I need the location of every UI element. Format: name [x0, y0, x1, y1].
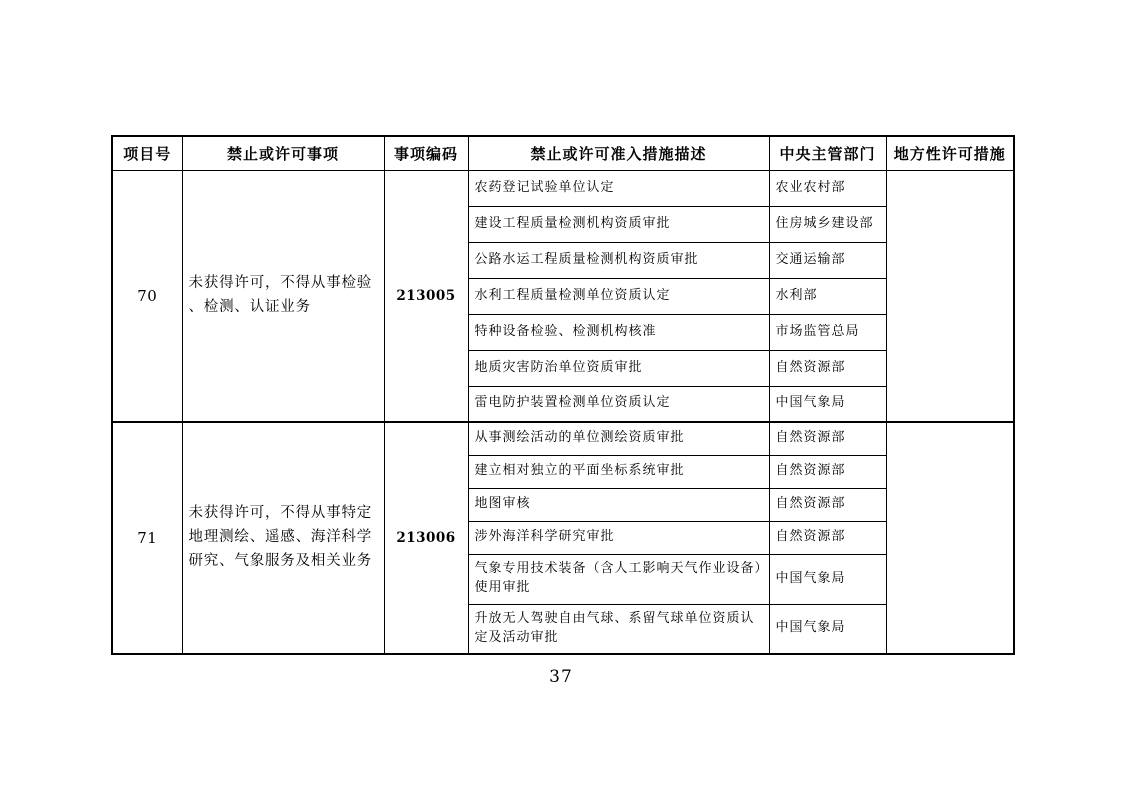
measure-description-cell: 雷电防护装置检测单位资质认定	[468, 386, 769, 422]
header-cell-local-measures: 地方性许可措施	[886, 136, 1014, 170]
measure-description-cell: 气象专用技术装备（含人工影响天气作业设备）使用审批	[468, 554, 769, 604]
department-cell: 水利部	[769, 278, 886, 314]
measure-description-cell: 特种设备检验、检测机构核准	[468, 314, 769, 350]
item-number-cell: 71	[112, 422, 182, 654]
code-cell: 213005	[384, 170, 468, 422]
measure-description-cell: 公路水运工程质量检测机构资质审批	[468, 242, 769, 278]
table-row	[112, 422, 1014, 455]
department-cell: 农业农村部	[769, 170, 886, 206]
measure-description-cell: 农药登记试验单位认定	[468, 170, 769, 206]
department-cell: 交通运输部	[769, 242, 886, 278]
table-row	[112, 170, 1014, 206]
matter-cell: 未获得许可，不得从事特定地理测绘、遥感、海洋科学研究、气象服务及相关业务	[182, 422, 384, 654]
matter-cell: 未获得许可，不得从事检验、检测、认证业务	[182, 170, 384, 422]
code-cell: 213006	[384, 422, 468, 654]
department-cell: 自然资源部	[769, 488, 886, 521]
department-cell: 自然资源部	[769, 455, 886, 488]
page-number: 37	[549, 667, 573, 687]
department-cell: 中国气象局	[769, 386, 886, 422]
table-row-group-71	[112, 422, 1014, 654]
measure-description-cell: 升放无人驾驶自由气球、系留气球单位资质认定及活动审批	[468, 604, 769, 654]
department-cell: 中国气象局	[769, 554, 886, 604]
department-cell: 住房城乡建设部	[769, 206, 886, 242]
header-cell-matter: 禁止或许可事项	[182, 136, 384, 170]
header-cell-code: 事项编码	[384, 136, 468, 170]
measure-description-cell: 地图审核	[468, 488, 769, 521]
department-cell: 自然资源部	[769, 521, 886, 554]
department-cell: 自然资源部	[769, 422, 886, 455]
access-measures-table	[111, 135, 1015, 655]
header-cell-measure-desc: 禁止或许可准入措施描述	[468, 136, 769, 170]
table-header-row	[112, 136, 1014, 170]
local-measures-cell	[886, 170, 1014, 422]
item-number-cell: 70	[112, 170, 182, 422]
header-cell-item-no: 项目号	[112, 136, 182, 170]
measure-description-cell: 建设工程质量检测机构资质审批	[468, 206, 769, 242]
header-cell-central-dept: 中央主管部门	[769, 136, 886, 170]
department-cell: 自然资源部	[769, 350, 886, 386]
measure-description-cell: 从事测绘活动的单位测绘资质审批	[468, 422, 769, 455]
measure-description-cell: 地质灾害防治单位资质审批	[468, 350, 769, 386]
measure-description-cell: 建立相对独立的平面坐标系统审批	[468, 455, 769, 488]
local-measures-cell	[886, 422, 1014, 654]
department-cell: 中国气象局	[769, 604, 886, 654]
measure-description-cell: 水利工程质量检测单位资质认定	[468, 278, 769, 314]
table-row-group-70	[112, 170, 1014, 422]
measure-description-cell: 涉外海洋科学研究审批	[468, 521, 769, 554]
department-cell: 市场监管总局	[769, 314, 886, 350]
